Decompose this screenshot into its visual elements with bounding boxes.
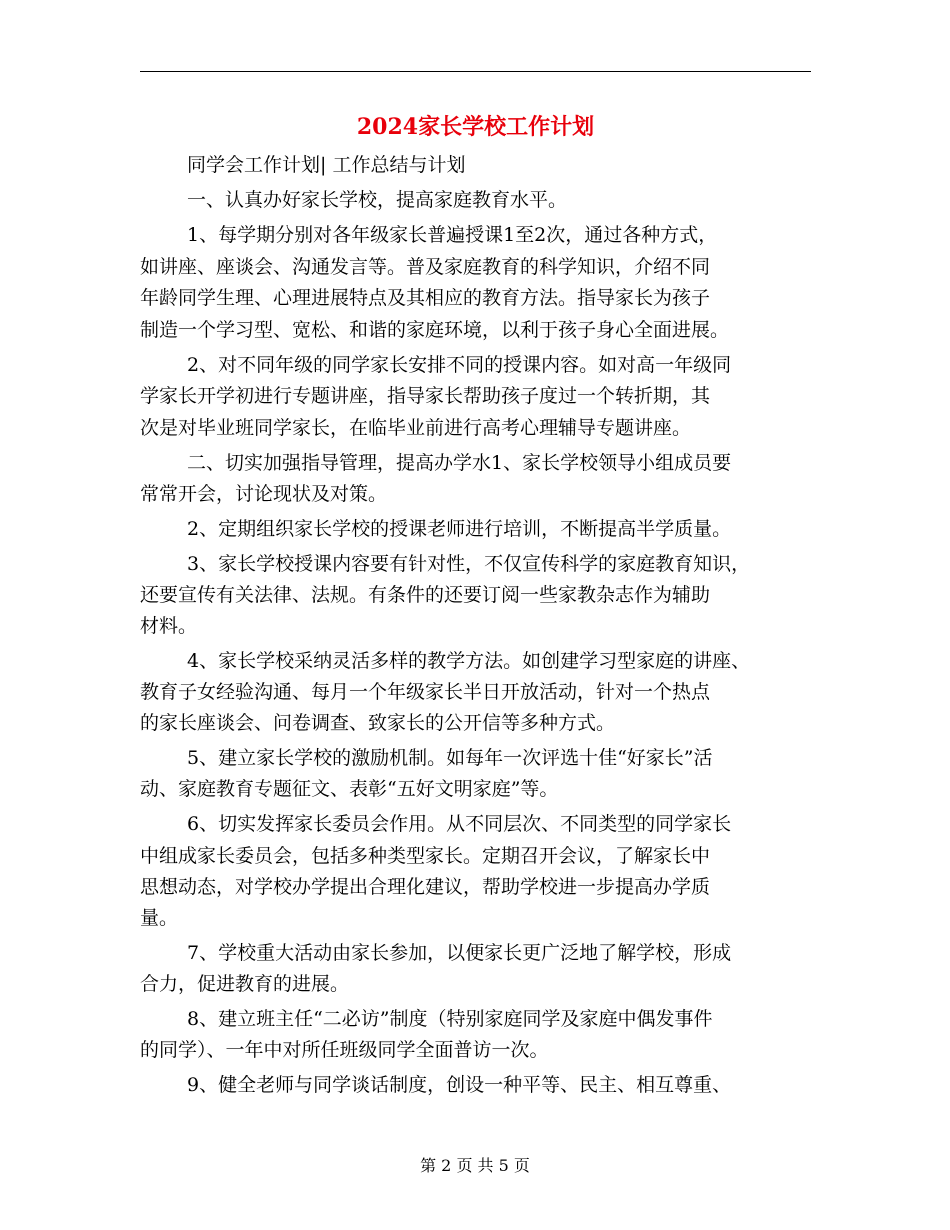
body-line: 思想动态，对学校办学提出合理化建议，帮助学校进一步提高办学质	[140, 876, 711, 898]
document-title: 2024家长学校工作计划	[356, 114, 595, 140]
body-line: 8、建立班主任“二必访”制度（特别家庭同学及家庭中偶发事件	[187, 1008, 713, 1030]
body-line: 合力，促进教育的进展。	[140, 973, 350, 995]
body-line: 的家长座谈会、问卷调查、致家长的公开信等多种方式。	[140, 712, 616, 734]
body-line: 二、切实加强指导管理，提高办学水1、家长学校领导小组成员要	[187, 452, 732, 474]
body-line: 常常开会，讨论现状及对策。	[140, 483, 388, 505]
body-line: 动、家庭教育专题征文、表彰“五好文明家庭”等。	[140, 778, 559, 800]
body-line: 的同学）、一年中对所任班级同学全面普访一次。	[140, 1039, 549, 1061]
body-line: 次是对毕业班同学家长，在临毕业前进行高考心理辅导专题讲座。	[140, 417, 692, 439]
body-line: 学家长开学初进行专题讲座，指导家长帮助孩子度过一个转折期，其	[140, 385, 711, 407]
page-number: 第 2 页 共 5 页	[420, 1156, 530, 1175]
body-line: 如讲座、座谈会、沟通发言等。普及家庭教育的科学知识，介绍不同	[140, 256, 711, 278]
header-rule	[140, 71, 811, 72]
body-line: 量。	[140, 907, 179, 929]
body-line: 6、切实发挥家长委员会作用。从不同层次、不同类型的同学家长	[187, 813, 732, 835]
body-line: 年龄同学生理、心理进展特点及其相应的教育方法。指导家长为孩子	[140, 287, 711, 309]
body-line: 2、定期组织家长学校的授课老师进行培训，不断提高半学质量。	[187, 518, 732, 540]
body-line: 中组成家长委员会，包括多种类型家长。定期召开会议，了解家长中	[140, 845, 711, 867]
body-line: 一、认真办好家长学校，提高家庭教育水平。	[187, 189, 568, 211]
body-line: 材料。	[140, 615, 198, 637]
body-line: 1、每学期分别对各年级家长普遍授课1至2次，通过各种方式，	[187, 224, 718, 246]
body-line: 7、学校重大活动由家长参加，以便家长更广泛地了解学校，形成	[187, 942, 732, 964]
body-line: 还要宣传有关法律、法规。有条件的还要订阅一些家教杂志作为辅助	[140, 584, 711, 606]
body-line: 制造一个学习型、宽松、和谐的家庭环境，以利于孩子身心全面进展。	[140, 319, 730, 341]
body-line: 9、健全老师与同学谈话制度，创设一种平等、民主、相互尊重、	[187, 1074, 732, 1096]
body-line: 5、建立家长学校的激励机制。如每年一次评选十佳“好家长”活	[187, 747, 713, 769]
body-line: 教育子女经验沟通、每月一个年级家长半日开放活动，针对一个热点	[140, 681, 711, 703]
body-line: 3、家长学校授课内容要有针对性，不仅宣传科学的家庭教育知识，	[187, 553, 751, 575]
body-line: 同学会工作计划| 工作总结与计划	[187, 154, 466, 176]
body-line: 2、对不同年级的同学家长安排不同的授课内容。如对高一年级同	[187, 354, 732, 376]
body-line: 4、家长学校采纳灵活多样的教学方法。如创建学习型家庭的讲座、	[187, 650, 751, 672]
